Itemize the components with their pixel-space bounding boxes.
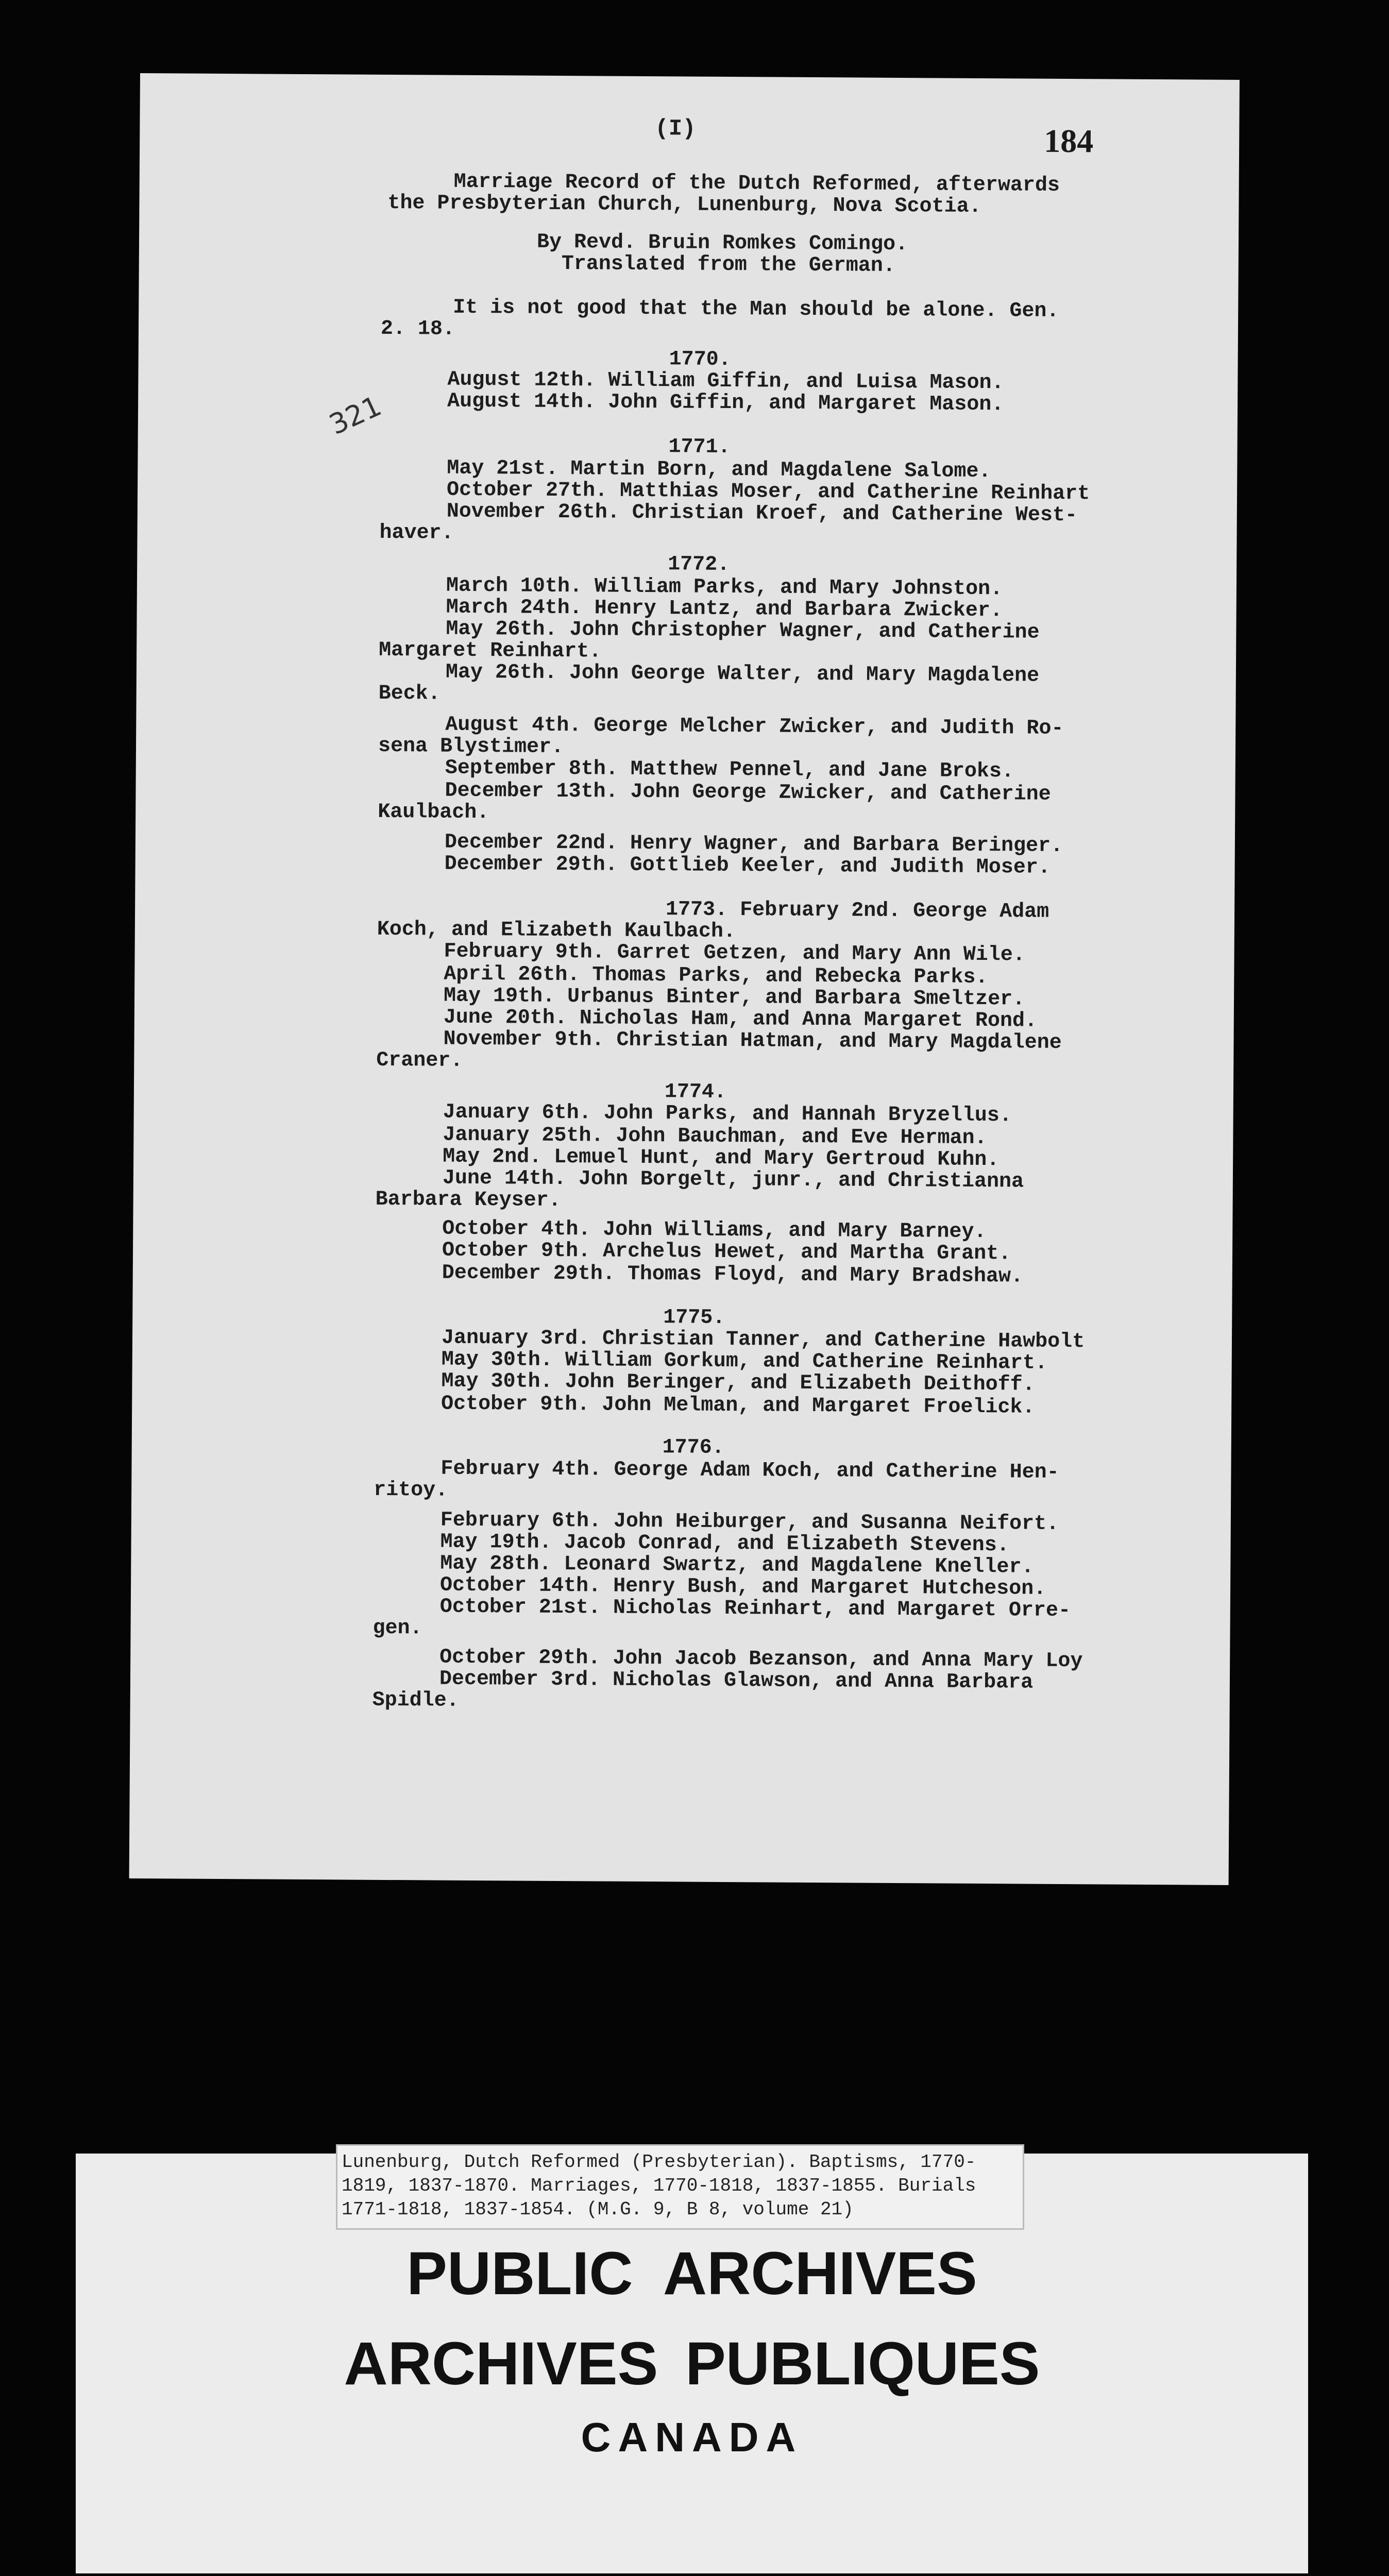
entry-line: ritoy. — [374, 1478, 448, 1502]
entry-line: December 29th. Thomas Floyd, and Mary Bradshaw. — [442, 1261, 1024, 1289]
entry-line: June 20th. Nicholas Ham, and Anna Margaret Rond. — [443, 1006, 1038, 1033]
entry-line: sena Blystimer. — [378, 734, 564, 759]
entry-line: Beck. — [378, 682, 441, 706]
archive-card — [76, 2151, 1308, 2573]
entry-line: February 6th. John Heiburger, and Susanna Neifort. — [440, 1509, 1059, 1536]
year-heading: 1771. — [668, 435, 731, 460]
entry-line: March 24th. Henry Lantz, and Barbara Zwicker. — [446, 596, 1003, 623]
entry-line: January 6th. John Parks, and Hannah Bryzellus. — [443, 1100, 1012, 1128]
entry-line: Kaulbach. — [378, 800, 489, 825]
title-line: the Presbyterian Church, Lunenburg, Nova Scotia. — [387, 191, 981, 218]
entry-line: haver. — [379, 521, 454, 545]
page-number: 184 — [1044, 122, 1094, 160]
author-line: Translated from the German. — [561, 252, 895, 278]
entry-line: Craner. — [376, 1048, 463, 1073]
entry-line: October 14th. Henry Bush, and Margaret Hutcheson. — [439, 1573, 1046, 1601]
entry-line: May 26th. John Christopher Wagner, and Catherine — [446, 617, 1040, 645]
year-heading: 1775. — [663, 1306, 725, 1330]
entry-line: September 8th. Matthew Pennel, and Jane Broks. — [445, 756, 1014, 784]
entry-line: August 4th. George Melcher Zwicker, and Judith Ro- — [445, 713, 1064, 740]
entry-line: June 14th. John Borgelt, junr., and Christianna — [442, 1166, 1024, 1194]
title-line: Marriage Record of the Dutch Reformed, afterwards — [453, 170, 1060, 197]
slip-line: 1819, 1837-1870. Marriages, 1770-1818, 1837-1855. Burials — [342, 2175, 976, 2196]
entry-line: March 10th. William Parks, and Mary Johnston. — [446, 574, 1003, 601]
entry-line: 1773. February 2nd. George Adam — [665, 898, 1049, 924]
entry-line: April 26th. Thomas Parks, and Rebecka Parks. — [444, 962, 988, 990]
entry-line: May 28th. Leonard Swartz, and Magdalene Kneller. — [440, 1552, 1034, 1579]
entry-line: October 4th. John Williams, and Mary Barney. — [442, 1217, 987, 1244]
entry-line: May 2nd. Lemuel Hunt, and Mary Gertroud Kuhn. — [443, 1145, 1000, 1172]
entry-line: October 29th. John Jacob Bezanson, and Anna Mary Loy — [439, 1646, 1083, 1673]
epigraph-line: 2. 18. — [380, 317, 455, 341]
entry-line: October 9th. John Melman, and Margaret Froelick. — [441, 1392, 1035, 1419]
pencil-note: 321 — [324, 389, 386, 442]
archive-country: CANADA — [581, 2414, 803, 2460]
entry-line: May 30th. John Beringer, and Elizabeth Deithoff. — [441, 1369, 1035, 1397]
slip-line: 1771-1818, 1837-1854. (M.G. 9, B 8, volume 21) — [342, 2199, 854, 2220]
entry-line: January 3rd. Christian Tanner, and Catherine Hawbolt — [441, 1326, 1085, 1354]
year-heading: 1772. — [668, 553, 730, 577]
entry-line: May 19th. Urbanus Binter, and Barbara Smeltzer. — [443, 984, 1025, 1011]
entry-line: October 21st. Nicholas Reinhart, and Margaret Orre- — [439, 1595, 1071, 1623]
slip-line: Lunenburg, Dutch Reformed (Presbyterian). Baptisms, 1770- — [342, 2151, 976, 2173]
epigraph-line: It is not good that the Man should be alone. Gen. — [453, 296, 1059, 323]
entry-line: December 29th. Gottlieb Keeler, and Judith Moser. — [444, 852, 1051, 879]
entry-line: May 30th. William Gorkum, and Catherine Reinhart. — [441, 1348, 1048, 1375]
entry-line: December 3rd. Nicholas Glawson, and Anna Barbara — [439, 1667, 1034, 1694]
entry-line: May 26th. John George Walter, and Mary Magdalene — [445, 660, 1040, 688]
entry-line: August 12th. William Giffin, and Luisa Mason. — [447, 368, 1004, 395]
entry-line: gen. — [372, 1616, 422, 1640]
entry-line: February 9th. Garret Getzen, and Mary Ann Wile. — [444, 940, 1025, 967]
entry-line: October 9th. Archelus Hewet, and Martha Grant. — [442, 1239, 1011, 1266]
archive-title-en: PUBLIC ARCHIVES — [406, 2240, 977, 2308]
entry-line: November 9th. Christian Hatman, and Mary Magdalene — [443, 1027, 1062, 1055]
entry-line: December 22nd. Henry Wagner, and Barbara Beringer. — [444, 831, 1063, 858]
entry-line: May 19th. Jacob Conrad, and Elizabeth Stevens. — [440, 1530, 1009, 1557]
catalog-slip — [336, 2144, 1024, 2230]
year-heading: 1770. — [669, 348, 731, 372]
year-heading: 1774. — [664, 1080, 727, 1104]
entry-line: December 13th. John George Zwicker, and Catherine — [445, 779, 1051, 806]
entry-line: Barbara Keyser. — [375, 1188, 561, 1213]
entry-line: Margaret Reinhart. — [379, 638, 602, 664]
entry-line: November 26th. Christian Kroef, and Catherine West- — [446, 500, 1078, 528]
archive-title-fr: ARCHIVES PUBLIQUES — [344, 2330, 1040, 2398]
entry-line: October 27th. Matthias Moser, and Catherine Reinhart — [446, 478, 1090, 506]
entry-line: February 4th. George Adam Koch, and Catherine Hen- — [441, 1457, 1059, 1484]
entry-line: May 21st. Martin Born, and Magdalene Salome. — [447, 456, 991, 484]
page-label: (I) — [655, 116, 696, 142]
document-page — [129, 73, 1240, 1885]
entry-line: Koch, and Elizabeth Kaulbach. — [377, 918, 736, 944]
entry-line: January 25th. John Bauchman, and Eve Herman. — [443, 1123, 987, 1150]
author-line: By Revd. Bruin Romkes Comingo. — [536, 230, 908, 257]
entry-line: Spidle. — [372, 1688, 459, 1713]
year-heading: 1776. — [662, 1436, 724, 1460]
entry-line: August 14th. John Giffin, and Margaret Mason. — [447, 389, 1004, 417]
